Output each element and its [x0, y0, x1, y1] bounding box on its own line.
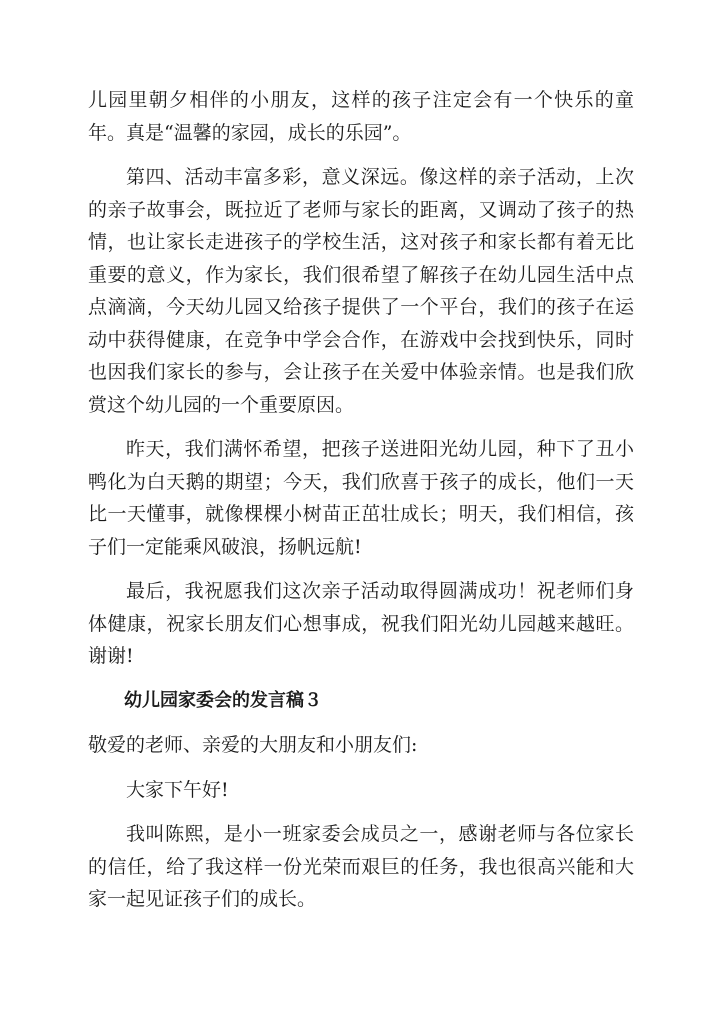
paragraph-fourth-point: 第四、活动丰富多彩，意义深远。像这样的亲子活动，上次的亲子故事会，既拉近了老师与家长的距离，又调动了孩子的热情，也让家长走进孩子的学校生活，这对孩子和家长都有着无比重要的意义，作为家长，我们很希望了解孩子在幼儿园生活中点点滴滴，今天幼儿园又给孩子提供了一个平台，我们的孩子在运动中获得健康，在竞争中学会合作，在游戏中会找到快乐，同时也因我们家长的参与，会让孩子在关爱中体验亲情。也是我们欣赏这个幼儿园的一个重要原因。	[88, 166, 634, 416]
paragraph-continuation: 儿园里朝夕相伴的小朋友，这样的孩子注定会有一个快乐的童年。真是“温馨的家园，成长的乐园”。	[88, 89, 634, 144]
paragraph-yesterday-today-tomorrow: 昨天，我们满怀希望，把孩子送进阳光幼儿园，种下了丑小鸭化为白天鹅的期望；今天，我们欣喜于孩子的成长，他们一天比一天懂事，就像棵棵小树苗正茁壮成长；明天，我们相信，孩子们一定能乘风破浪，扬帆远航!	[88, 438, 634, 558]
salutation: 敬爱的老师、亲爱的大朋友和小朋友们:	[88, 734, 418, 756]
paragraph-introduction: 我叫陈熙，是小一班家委会成员之一，感谢老师与各位家长的信任，给了我这样一份光荣而艰巨的任务，我也很高兴能和大家一起见证孩子们的成长。	[88, 823, 634, 910]
section-heading: 幼儿园家委会的发言稿３	[124, 689, 322, 711]
greeting: 大家下午好!	[126, 778, 229, 801]
paragraph-closing-wishes: 最后，我祝愿我们这次亲子活动取得圆满成功！祝老师们身体健康，祝家长朋友们心想事成，祝我们阳光幼儿园越来越旺。谢谢!	[88, 580, 634, 667]
document-page	[88, 84, 634, 928]
